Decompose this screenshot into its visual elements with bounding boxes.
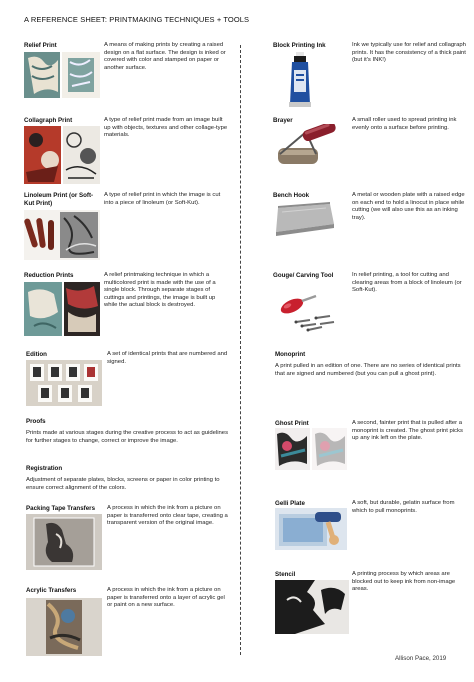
term-monoprint: Monoprint (275, 351, 306, 358)
brayer-image (272, 124, 338, 170)
desc-acrylic-transfers: A process in which the ink from a picture on paper is transferred onto a layer of acrylic gel or paint on a new surface. (107, 587, 225, 609)
term-proofs: Proofs (26, 418, 46, 425)
term-stencil: Stencil (275, 571, 296, 578)
stencil-image (275, 580, 349, 634)
term-ghost-print: Ghost Print (275, 420, 309, 427)
desc-linoleum-print: A type of relief print in which the image is cut into a piece of linoleum (or Soft-Kut). (104, 192, 221, 206)
reduction-prints-image (24, 282, 100, 336)
term-packing-tape-transfers: Packing Tape Transfers (26, 505, 96, 512)
desc-ghost-print: A second, fainter print that is pulled after a monoprint is created. The ghost print picks up any ink left on the plate. (352, 420, 463, 442)
desc-bench-hook: A metal or wooden plate with a raised edge on each end to hold a linocut in place while cutting (we will also use this as an inking tray). (352, 192, 465, 221)
bench-hook-image (272, 202, 336, 238)
term-bench-hook: Bench Hook (273, 192, 310, 199)
ghost-print-image (275, 428, 347, 470)
edition-image (26, 360, 102, 406)
desc-relief-print: A means of making prints by creating a raised design on a flat surface. The design is inked or covered with color and stamped on paper or another surface. (104, 42, 226, 71)
term-acrylic-transfers: Acrylic Transfers (26, 587, 77, 594)
acrylic-transfers-image (26, 598, 102, 656)
desc-gouge-carving-tool: In relief printing, a tool for cutting and clearing areas from a block of linoleum (or Soft-Kut). (352, 272, 462, 294)
desc-edition: A set of identical prints that are numbered and signed. (107, 351, 228, 365)
desc-packing-tape-transfers: A process in which the ink from a picture on paper is transferred onto clear tape, creating a transparent version of the original image. (107, 505, 228, 527)
term-brayer: Brayer (273, 117, 293, 124)
block-printing-ink-image (285, 52, 315, 108)
desc-gelli-plate: A soft, but durable, gelatin surface from which to pull monoprints. (352, 500, 455, 514)
gelli-plate-image (275, 508, 347, 550)
author-credit: Allison Pace, 2019 (395, 655, 447, 662)
term-block-printing-ink: Block Printing Ink (273, 42, 326, 49)
gouge-carving-tool-image (276, 288, 338, 332)
desc-proofs: Prints made at various stages during the creative process to act as guidelines for further stages to change, correct or improve the image. (26, 430, 229, 444)
collagraph-print-image (24, 126, 100, 184)
term-registration: Registration (26, 465, 63, 472)
desc-reduction-prints: A relief printmaking technique in which a multicolored print is made with the use of a single block. Through separate stages of cuttings and printings, the image is built up while the actual block is destroyed. (104, 272, 216, 309)
column-divider (240, 45, 241, 655)
term-reduction-prints: Reduction Prints (24, 272, 74, 279)
desc-stencil: A printing process by which areas are blocked out to keep ink from non-image areas. (352, 571, 456, 593)
linoleum-print-image (24, 210, 100, 260)
term-gouge-carving-tool: Gouge/ Carving Tool (273, 272, 334, 279)
relief-print-image (24, 52, 100, 98)
packing-tape-transfers-image (26, 514, 102, 570)
desc-registration: Adjustment of separate plates, blocks, screens or paper in color printing to ensure correct alignment of the colors. (26, 477, 220, 491)
term-collagraph-print: Collagraph Print (24, 117, 73, 124)
page-title: A REFERENCE SHEET: PRINTMAKING TECHNIQUES + TOOLS (24, 15, 250, 24)
term-relief-print: Relief Print (24, 42, 57, 49)
desc-block-printing-ink: Ink we typically use for relief and collagraph prints. It has the consistency of a thick paint (but it's INK!) (352, 42, 466, 64)
term-edition: Edition (26, 351, 47, 358)
desc-brayer: A small roller used to spread printing ink evenly onto a surface before printing. (352, 117, 457, 131)
term-linoleum-print: Linoleum Print (or Soft-Kut Print) (24, 192, 94, 207)
desc-collagraph-print: A type of relief print made from an image built up with objects, textures and other collage-type materials. (104, 117, 228, 139)
desc-monoprint: A print pulled in an edition of one. There are no series of identical prints that are signed and numbered (but you can pull a ghost print). (275, 363, 461, 377)
term-gelli-plate: Gelli Plate (275, 500, 305, 507)
